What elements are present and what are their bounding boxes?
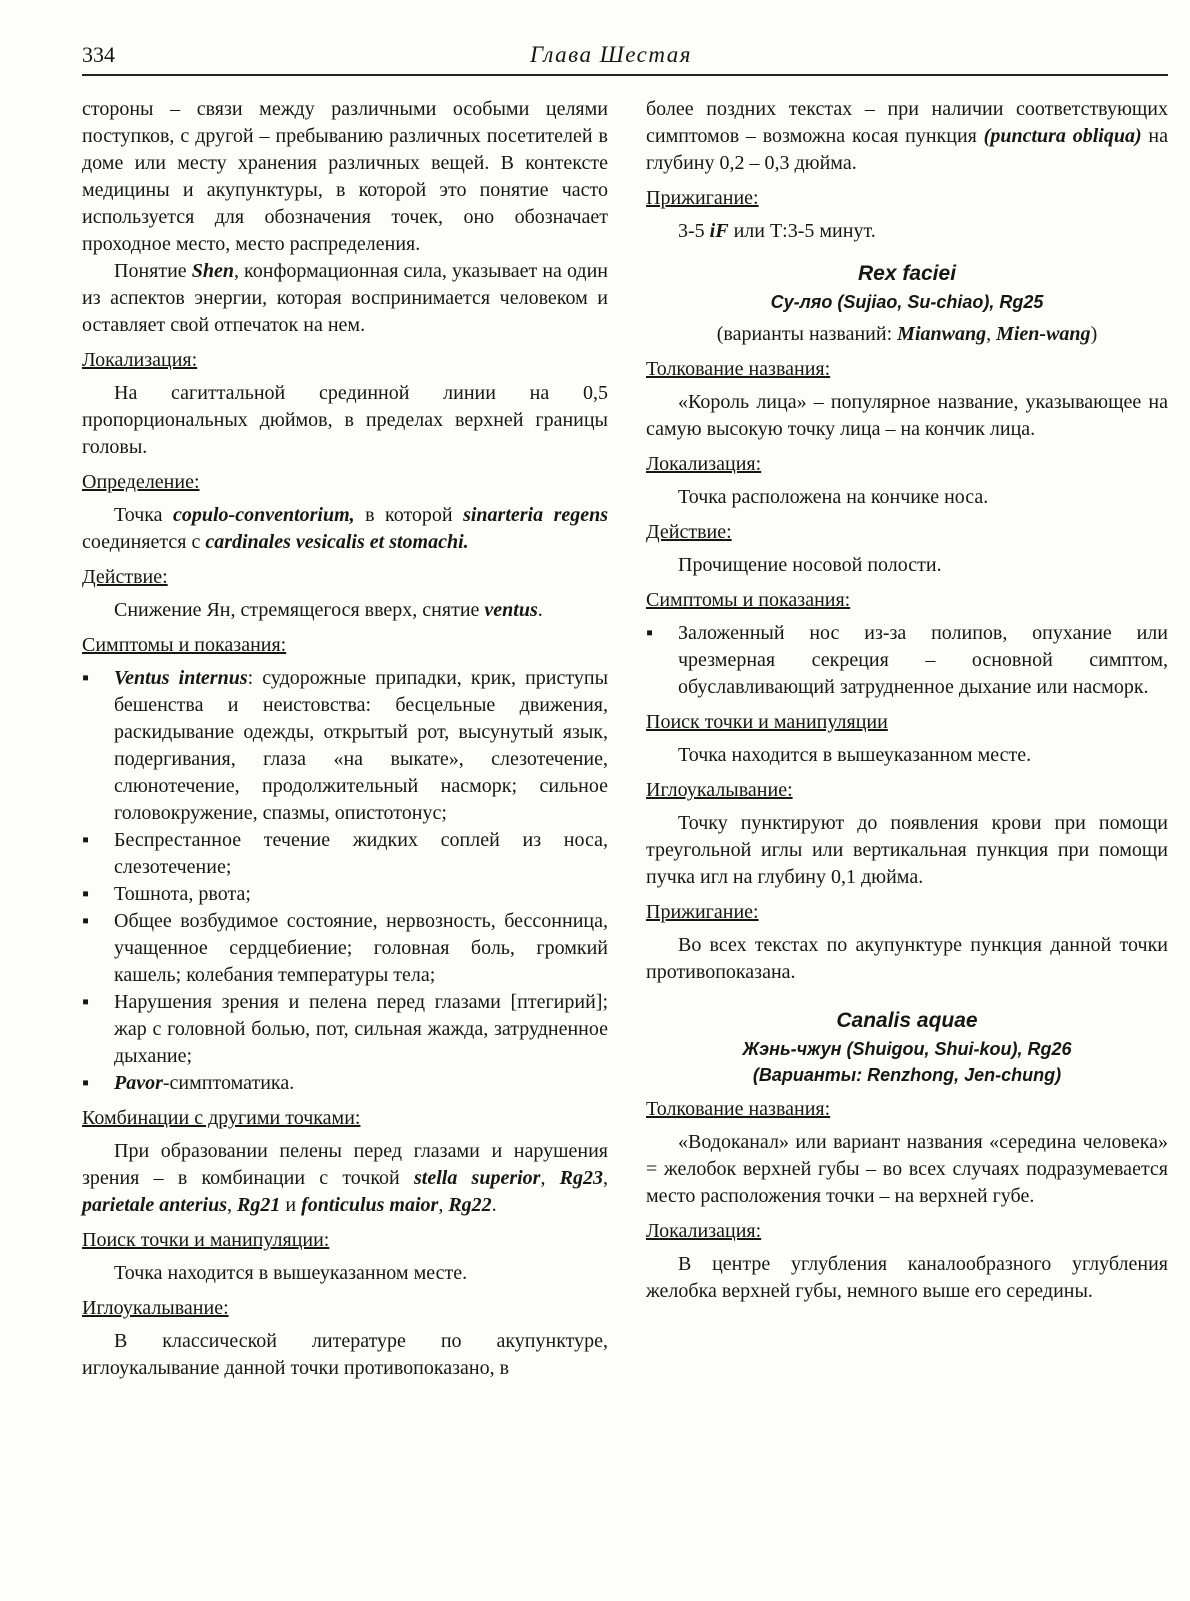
list-item: ▪ Pavor-симптоматика. — [82, 1070, 608, 1097]
section-heading: Комбинации с другими точками: — [82, 1107, 361, 1129]
section-heading: Симптомы и показания: — [82, 634, 287, 656]
section-heading: Действие: — [82, 566, 168, 588]
paragraph: В классической литературе по акупунктуре, иглоукалывание данной точки противопоказано, в — [82, 1330, 608, 1379]
paragraph: 3-5 iF или Т:3-5 минут. — [678, 220, 876, 242]
point-subtitle: (Варианты: Renzhong, Jen-chung) — [752, 1065, 1062, 1085]
point-title: Canalis aquae — [836, 1009, 978, 1032]
section-heading: Поиск точки и манипуляции: — [82, 1229, 330, 1251]
section-heading: Поиск точки и манипуляции — [646, 711, 888, 733]
paragraph: Точка copulo-conventorium, в которой sinarteria regens соединяется с cardinales vesicalis et stomachi. — [82, 504, 609, 553]
section-heading: Толкование названия: — [646, 1098, 831, 1120]
paragraph: Понятие Shen, конформационная сила, указывает на один из аспектов энергии, которая воспринимается человеком и оставляет свой отпечаток на нем. — [82, 260, 608, 336]
list-item: ▪ Тошнота, рвота; — [82, 881, 608, 908]
list-item: ▪ Ventus internus: судорожные припадки, крик, приступы бешенства и неистовства: бесцельные движения, раскидывание одежды, открытый рот, высунутый язык, подергивания, глаза «на выкате», слезотечение, слюнотечение, продолжительный насморк; сильное головокружение, спазмы, опистотонус; — [82, 665, 608, 827]
right-column — [646, 96, 1168, 1305]
paragraph: Точка расположена на кончике носа. — [678, 486, 989, 508]
list-item: ▪ Нарушения зрения и пелена перед глазами [птегирий]; жар с головной болью, пот, сильная жажда, затрудненное дыхание; — [82, 989, 608, 1070]
point-subtitle: Су-ляо (Sujiao, Su-chiao), Rg25 — [770, 292, 1044, 312]
paragraph: При образовании пелены перед глазами и нарушения зрения – в комбинации с точкой stella superior, Rg23, parietale anterius, Rg21 и fonticulus maior, Rg22. — [82, 1140, 608, 1216]
symptom-list — [82, 665, 608, 1097]
list-item: ▪ Заложенный нос из-за полипов, опухание или чрезмерная секреция – основной симптом, обуславливающий затрудненное дыхание или насморк. — [646, 620, 1168, 701]
paragraph: На сагиттальной срединной линии на 0,5 пропорциональных дюймов, в пределах верхней границы головы. — [82, 382, 608, 458]
section-heading: Толкование названия: — [646, 358, 831, 380]
section-heading: Локализация: — [646, 453, 762, 475]
point-title: Rex faciei — [857, 262, 957, 285]
paragraph: Точку пунктируют до появления крови при помощи треугольной иглы или вертикальная пункция при помощи пучка игл на глубину 0,1 дюйма. — [646, 812, 1168, 888]
paragraph: «Водоканал» или вариант названия «середина человека» = желобок верхней губы – во всех случаях подразумевается место расположения точки – на верхней губе. — [646, 1131, 1168, 1207]
chapter-title: Глава Шестая — [530, 42, 692, 67]
paragraph: стороны – связи между различными особыми целями поступков, с другой – пребыванию различных посетителей в доме или месту хранения различных вещей. В контексте медицины и акупунктуры, в которой это понятие часто используется для обозначения точек, оно обозначает проходное место, место распределения. — [82, 98, 608, 255]
left-column — [82, 96, 608, 1382]
paragraph: более поздних текстах – при наличии соответствующих симптомов – возможна косая пункция (punctura obliqua) на глубину 0,2 – 0,3 дюйма. — [646, 98, 1168, 174]
paragraph: Снижение Ян, стремящегося вверх, снятие ventus. — [114, 599, 543, 621]
section-heading: Локализация: — [646, 1220, 762, 1242]
page-header — [82, 40, 1168, 76]
section-heading: Определение: — [82, 471, 200, 493]
page-number: 334 — [82, 42, 115, 67]
section-heading: Иглоукалывание: — [82, 1297, 229, 1319]
section-heading: Иглоукалывание: — [646, 779, 793, 801]
section-heading: Локализация: — [82, 349, 198, 371]
point-variants: (варианты названий: Mianwang, Mien-wang) — [716, 323, 1098, 345]
list-item: ▪ Общее возбудимое состояние, нервозность, бессонница, учащенное сердцебиение; головная боль, громкий кашель; колебания температуры тела; — [82, 908, 608, 989]
paragraph: «Король лица» – популярное название, указывающее на самую высокую точку лица – на кончик лица. — [646, 391, 1168, 440]
paragraph: В центре углубления каналообразного углубления желобка верхней губы, немного выше его середины. — [646, 1253, 1168, 1302]
paragraph: Во всех текстах по акупунктуре пункция данной точки противопоказана. — [646, 934, 1168, 983]
paragraph: Точка находится в вышеуказанном месте. — [678, 744, 1032, 766]
section-heading: Действие: — [646, 521, 732, 543]
section-heading: Симптомы и показания: — [646, 589, 851, 611]
point-subtitle: Жэнь-чжун (Shuigou, Shui-kou), Rg26 — [742, 1039, 1072, 1059]
symptom-list — [646, 620, 1168, 701]
paragraph: Точка находится в вышеуказанном месте. — [114, 1262, 468, 1284]
section-heading: Прижигание: — [646, 901, 759, 923]
list-item: ▪ Беспрестанное течение жидких соплей из носа, слезотечение; — [82, 827, 608, 881]
paragraph: Прочищение носовой полости. — [678, 554, 942, 576]
section-heading: Прижигание: — [646, 187, 759, 209]
